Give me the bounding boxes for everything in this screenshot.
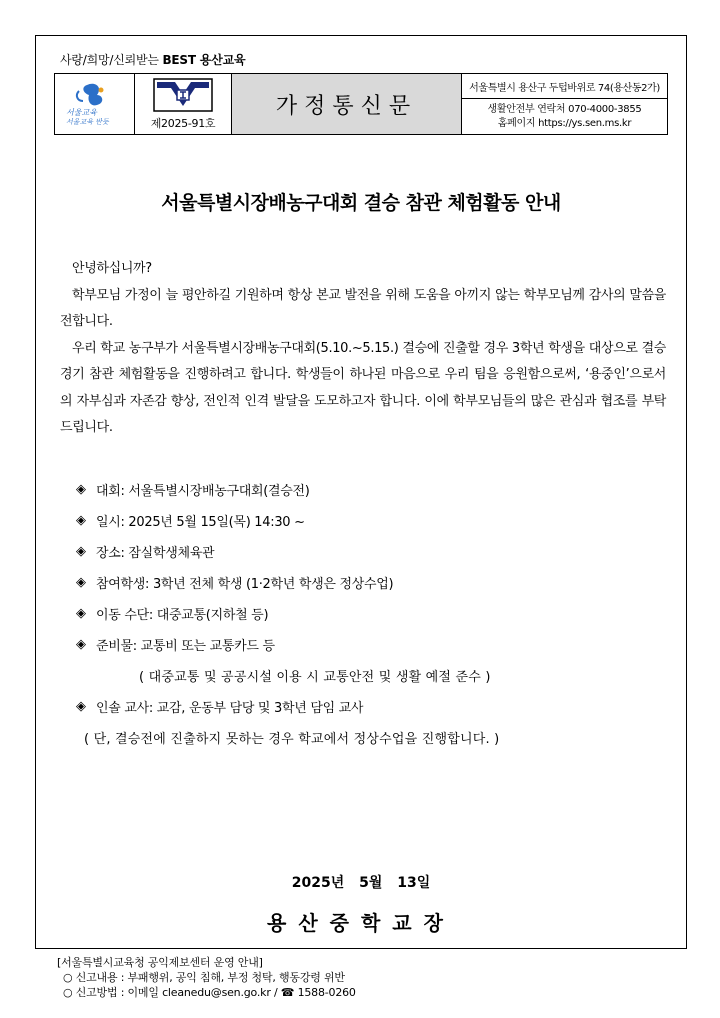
diamond-bullet-icon: ◈ — [76, 544, 86, 559]
transport-note: ( 대중교통 및 공공시설 이용 시 교통안전 및 생활 예절 준수 ) — [139, 670, 491, 685]
education-logo — [55, 74, 135, 134]
paragraph-thanks: 학부모님 가정이 늘 평안하길 기원하며 항상 본교 발전을 위해 도움을 아끼지 않는 학부모님께 감사의 말씀을 전합니다. — [60, 287, 666, 329]
diamond-bullet-icon: ◈ — [76, 513, 86, 528]
seoul-education-logo-icon — [63, 81, 127, 127]
document-frame — [35, 35, 687, 949]
signer-name: 용산중학교장 — [267, 911, 455, 935]
body-text — [60, 256, 666, 442]
greeting: 안녕하십니까? — [72, 261, 152, 276]
list-item: ◈ 이동 수단: 대중교통(지하철 등) — [76, 606, 269, 623]
list-item: ◈ 장소: 잠실학생체육관 — [76, 544, 215, 561]
final-note: ( 단, 결승전에 진출하지 못하는 경우 학교에서 정상수업을 진행합니다. ) — [84, 732, 500, 747]
svg-text:서울교육: 서울교육 — [65, 108, 97, 117]
school-contact-block — [462, 99, 667, 134]
issue-number: 제2025-91호 — [150, 116, 216, 130]
footer-notice — [57, 955, 356, 1000]
diamond-bullet-icon: ◈ — [76, 637, 86, 652]
details-list — [76, 474, 656, 753]
svg-text:서울교육 반듯: 서울교육 반듯 — [65, 118, 109, 126]
paragraph-info: 우리 학교 농구부가 서울특별시장배농구대회(5.10.~5.15.) 결승에 진출할 경우 3학년 학생을 대상으로 결승 경기 참관 체험활동을 진행하려고 합니다. 학생들이 하나된 마음으로 우리 팀을 응원함으로써, ‘용중인’으로서의 자부심과 자존감 향상, 전인적 인격 발달을 도모하고자 합니다. 이에 학부모님들의 많은 관심과 협조를 부탁드립니다. — [60, 340, 666, 435]
list-item: ◈ 참여학생: 3학년 전체 학생 (1·2학년 학생은 정상수업) — [76, 575, 394, 592]
school-emblem-icon — [153, 78, 213, 112]
school-emblem-cell — [135, 74, 232, 134]
document-title: 서울특별시장배농구대회 결승 참관 체험활동 안내 — [161, 192, 561, 214]
footer-heading: [서울특별시교육청 공익제보센터 운영 안내] — [57, 956, 263, 969]
issue-date: 2025년 5월 13일 — [291, 875, 431, 891]
footer-report-content: ○ 신고내용 : 부패행위, 공익 침해, 부정 청탁, 행동강령 위반 — [63, 971, 345, 984]
diamond-bullet-icon: ◈ — [76, 482, 86, 497]
list-item: ◈ 대회: 서울특별시장배농구대회(결승전) — [76, 482, 310, 499]
school-address: 서울특별시 용산구 두텁바위로 74(용산동2가) — [462, 74, 667, 99]
contact-phone: 생활안전부 연락처 070-4000-3855 — [487, 103, 642, 115]
newsletter-title: 가정통신문 — [275, 93, 418, 119]
list-item: ◈ 일시: 2025년 5월 15일(목) 14:30 ~ — [76, 513, 305, 530]
header-table — [54, 73, 668, 135]
school-motto: 사랑/희망/신뢰받는 BEST 용산교육 — [60, 53, 246, 67]
phone-icon: ☎ — [280, 986, 295, 999]
school-info-cell — [462, 74, 667, 134]
list-item: ◈ 인솔 교사: 교감, 운동부 담당 및 3학년 담임 교사 — [76, 699, 364, 716]
diamond-bullet-icon: ◈ — [76, 606, 86, 621]
diamond-bullet-icon: ◈ — [76, 699, 86, 714]
title-cell — [232, 74, 462, 134]
footer-report-method: ○ 신고방법 : 이메일 cleanedu@sen.go.kr / ☎ 1588-0260 — [63, 986, 356, 999]
diamond-bullet-icon: ◈ — [76, 575, 86, 590]
homepage-url: 홈페이지 https://ys.sen.ms.kr — [497, 117, 632, 129]
list-item: ◈ 준비물: 교통비 또는 교통카드 등 — [76, 637, 275, 654]
